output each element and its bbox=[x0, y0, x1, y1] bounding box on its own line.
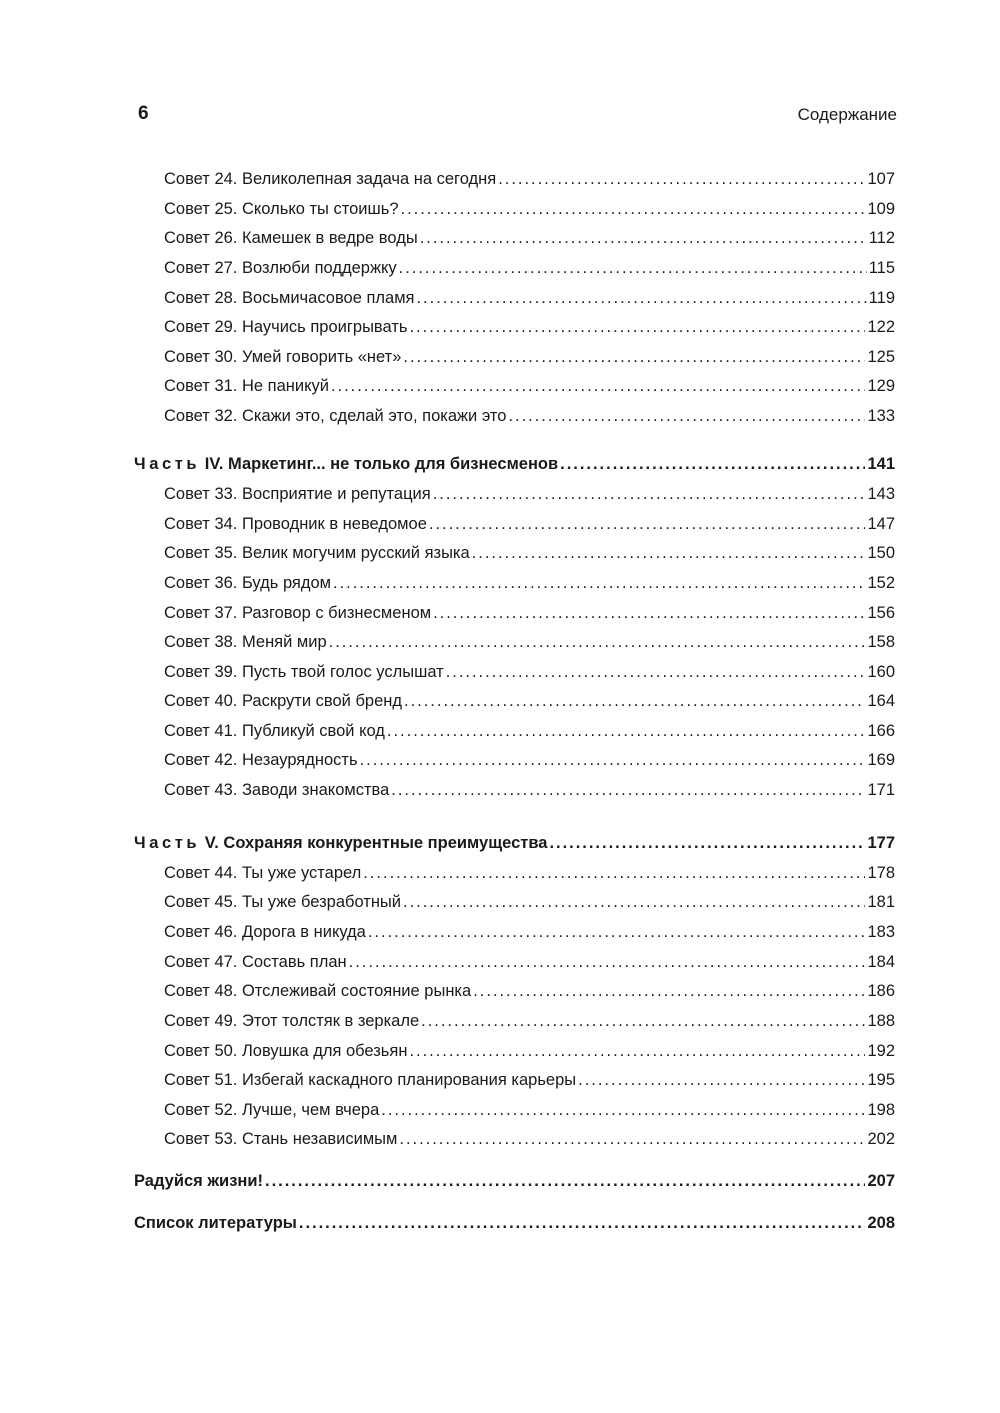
dot-leader bbox=[508, 403, 865, 429]
part-prefix: Часть bbox=[134, 455, 201, 473]
toc-part-page: 141 bbox=[867, 455, 895, 473]
toc-entry-title: Совет 30. Умей говорить «нет» bbox=[164, 348, 402, 366]
toc-entry[interactable] bbox=[164, 718, 895, 744]
toc-entry-page: 156 bbox=[867, 604, 895, 622]
toc-entry[interactable] bbox=[164, 949, 895, 975]
toc-entry-title: Совет 34. Проводник в неведомое bbox=[164, 515, 427, 533]
part-prefix: Часть bbox=[134, 834, 201, 852]
toc-entry-page: 198 bbox=[867, 1101, 895, 1119]
dot-leader bbox=[421, 1008, 865, 1034]
dot-leader bbox=[381, 1097, 865, 1123]
toc-entry[interactable] bbox=[164, 403, 895, 429]
toc-entry[interactable] bbox=[164, 511, 895, 537]
toc-entry-page: 181 bbox=[867, 893, 895, 911]
toc-entry-title: Совет 35. Велик могучим русский языка bbox=[164, 544, 470, 562]
toc-entry[interactable] bbox=[164, 1097, 895, 1123]
toc-entry-title: Совет 41. Публикуй свой код bbox=[164, 722, 385, 740]
toc-entry-page: 202 bbox=[867, 1130, 895, 1148]
dot-leader bbox=[409, 1038, 865, 1064]
toc-entry[interactable] bbox=[164, 196, 895, 222]
dot-leader bbox=[429, 511, 866, 537]
dot-leader bbox=[399, 255, 867, 281]
toc-entry[interactable] bbox=[164, 659, 895, 685]
toc-entry-page: 166 bbox=[867, 722, 895, 740]
toc-entry-page: 133 bbox=[867, 407, 895, 425]
dot-leader bbox=[433, 481, 866, 507]
dot-leader bbox=[409, 314, 865, 340]
toc-entry-page: 158 bbox=[867, 633, 895, 651]
toc-entry[interactable] bbox=[164, 1038, 895, 1064]
toc-entry-title: Совет 27. Возлюби поддержку bbox=[164, 259, 397, 277]
toc-section-page: 207 bbox=[867, 1172, 895, 1190]
dot-leader bbox=[416, 285, 866, 311]
toc-entry-page: 171 bbox=[867, 781, 895, 799]
toc-entry-title: Совет 38. Меняй мир bbox=[164, 633, 327, 651]
toc-entry[interactable] bbox=[164, 1067, 895, 1093]
toc-section-title: Радуйся жизни! bbox=[134, 1172, 263, 1190]
toc-entry-title: Совет 29. Научись проигрывать bbox=[164, 318, 408, 336]
part-label: V. Сохраняя конкурентные преимущества bbox=[204, 834, 548, 852]
toc-entry-page: 112 bbox=[868, 229, 895, 247]
toc-entry[interactable] bbox=[164, 570, 895, 596]
toc-entry[interactable] bbox=[164, 889, 895, 915]
dot-leader bbox=[331, 373, 866, 399]
toc-entry-page: 152 bbox=[867, 574, 895, 592]
toc-section-rejoice[interactable] bbox=[134, 1168, 895, 1194]
dot-leader bbox=[401, 196, 866, 222]
toc-entry[interactable] bbox=[164, 373, 895, 399]
toc-part-title bbox=[134, 830, 547, 856]
toc-entry[interactable] bbox=[164, 481, 895, 507]
toc-part-heading[interactable] bbox=[134, 830, 895, 856]
toc-section-bibliography[interactable] bbox=[134, 1210, 895, 1236]
toc-entry[interactable] bbox=[164, 600, 895, 626]
toc-entry-page: 169 bbox=[867, 751, 895, 769]
dot-leader bbox=[360, 747, 866, 773]
toc-entry-title: Совет 45. Ты уже безработный bbox=[164, 893, 402, 911]
toc-entry-title: Совет 51. Избегай каскадного планирования карьеры bbox=[164, 1071, 577, 1089]
toc-entry-title: Совет 24. Великолепная задача на сегодня bbox=[164, 170, 497, 188]
toc-entry-page: 184 bbox=[867, 953, 895, 971]
dot-leader bbox=[403, 889, 865, 915]
dot-leader bbox=[265, 1168, 865, 1194]
toc-entry-title: Совет 36. Будь рядом bbox=[164, 574, 332, 592]
dot-leader bbox=[549, 830, 865, 856]
toc-entry-page: 195 bbox=[867, 1071, 895, 1089]
toc-entry-page: 115 bbox=[868, 259, 895, 277]
dot-leader bbox=[299, 1210, 866, 1236]
toc-entry-title: Совет 50. Ловушка для обезьян bbox=[164, 1042, 408, 1060]
toc-entry[interactable] bbox=[164, 225, 895, 251]
toc-entry-title: Совет 39. Пусть твой голос услышат bbox=[164, 663, 444, 681]
toc-entry-page: 188 bbox=[867, 1012, 895, 1030]
toc-entry-title: Совет 28. Восьмичасовое пламя bbox=[164, 289, 415, 307]
toc-part-page: 177 bbox=[867, 834, 895, 852]
part-label: IV. Маркетинг... не только для бизнесменов bbox=[204, 455, 559, 473]
toc-entry-title: Совет 26. Камешек в ведре воды bbox=[164, 229, 418, 247]
dot-leader bbox=[560, 451, 865, 477]
toc-entry-title: Совет 49. Этот толстяк в зеркале bbox=[164, 1012, 420, 1030]
toc-entry-page: 129 bbox=[867, 377, 895, 395]
toc-entry-title: Совет 43. Заводи знакомства bbox=[164, 781, 390, 799]
dot-leader bbox=[498, 166, 865, 192]
dot-leader bbox=[333, 570, 865, 596]
toc-entry-title: Совет 42. Незаурядность bbox=[164, 751, 358, 769]
toc-entry[interactable] bbox=[164, 777, 895, 803]
toc-section-page: 208 bbox=[867, 1214, 895, 1232]
page-number: 6 bbox=[138, 103, 149, 124]
toc-entry-title: Совет 40. Раскрути свой бренд bbox=[164, 692, 403, 710]
toc-entry-page: 183 bbox=[867, 923, 895, 941]
dot-leader bbox=[578, 1067, 865, 1093]
toc-entry[interactable] bbox=[164, 285, 895, 311]
dot-leader bbox=[403, 344, 865, 370]
toc-part-heading[interactable] bbox=[134, 451, 895, 477]
toc-entry-title: Совет 33. Восприятие и репутация bbox=[164, 485, 431, 503]
toc-entry-page: 192 bbox=[867, 1042, 895, 1060]
toc-entry[interactable] bbox=[164, 747, 895, 773]
toc-entry[interactable] bbox=[164, 255, 895, 281]
toc-entry-page: 150 bbox=[867, 544, 895, 562]
toc-entry[interactable] bbox=[164, 860, 895, 886]
toc-entry-page: 186 bbox=[867, 982, 895, 1000]
dot-leader bbox=[329, 629, 866, 655]
toc-entry-page: 178 bbox=[867, 864, 895, 882]
toc-entry[interactable] bbox=[164, 314, 895, 340]
toc-entry-page: 109 bbox=[867, 200, 895, 218]
dot-leader bbox=[349, 949, 866, 975]
toc-entry-title: Совет 46. Дорога в никуда bbox=[164, 923, 366, 941]
toc-entry[interactable] bbox=[164, 688, 895, 714]
toc-entry-title: Совет 31. Не паникуй bbox=[164, 377, 329, 395]
running-head: Содержание bbox=[797, 105, 897, 124]
toc-entry[interactable] bbox=[164, 344, 895, 370]
toc-entry-title: Совет 25. Сколько ты стоишь? bbox=[164, 200, 399, 218]
toc-entry-title: Совет 47. Составь план bbox=[164, 953, 347, 971]
dot-leader bbox=[391, 777, 865, 803]
toc-entry-title: Совет 37. Разговор с бизнесменом bbox=[164, 604, 432, 622]
dot-leader bbox=[387, 718, 866, 744]
toc-entry-page: 107 bbox=[867, 170, 895, 188]
dot-leader bbox=[433, 600, 865, 626]
dot-leader bbox=[473, 978, 865, 1004]
toc-entry[interactable] bbox=[164, 166, 895, 192]
toc-section-title: Список литературы bbox=[134, 1214, 297, 1232]
toc-entry-page: 160 bbox=[867, 663, 895, 681]
toc-entry[interactable] bbox=[164, 978, 895, 1004]
toc-entry-page: 119 bbox=[868, 289, 895, 307]
toc-entry-title: Совет 52. Лучше, чем вчера bbox=[164, 1101, 380, 1119]
toc-entry-title: Совет 44. Ты уже устарел bbox=[164, 864, 362, 882]
toc-entry-page: 125 bbox=[867, 348, 895, 366]
toc-entry-page: 164 bbox=[867, 692, 895, 710]
toc-entry-page: 143 bbox=[867, 485, 895, 503]
toc-entry-title: Совет 53. Стань независимым bbox=[164, 1130, 398, 1148]
toc-part-title bbox=[134, 451, 558, 477]
toc-entry[interactable] bbox=[164, 1126, 895, 1152]
toc-entry-title: Совет 48. Отслеживай состояние рынка bbox=[164, 982, 472, 1000]
dot-leader bbox=[399, 1126, 865, 1152]
dot-leader bbox=[404, 688, 865, 714]
toc-entry[interactable] bbox=[164, 1008, 895, 1034]
toc-entry[interactable] bbox=[164, 540, 895, 566]
dot-leader bbox=[446, 659, 866, 685]
dot-leader bbox=[472, 540, 866, 566]
toc-entry[interactable] bbox=[164, 919, 895, 945]
toc-entry[interactable] bbox=[164, 629, 895, 655]
toc-entry-page: 147 bbox=[867, 515, 895, 533]
dot-leader bbox=[420, 225, 867, 251]
dot-leader bbox=[363, 860, 865, 886]
toc-entry-title: Совет 32. Скажи это, сделай это, покажи это bbox=[164, 407, 507, 425]
dot-leader bbox=[368, 919, 866, 945]
toc-entry-page: 122 bbox=[867, 318, 895, 336]
